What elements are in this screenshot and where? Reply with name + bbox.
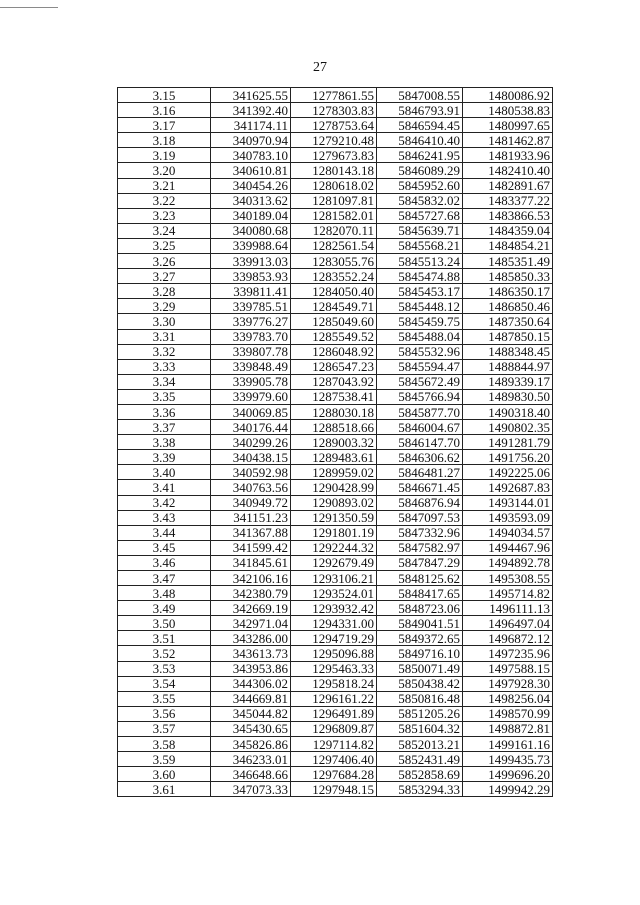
coord-b-cell: 1293932.42 bbox=[291, 601, 377, 616]
point-id-cell: 3.33 bbox=[118, 359, 211, 374]
coord-b-cell: 1287043.92 bbox=[291, 374, 377, 389]
coord-c-cell: 5849716.10 bbox=[377, 646, 463, 661]
point-id-cell: 3.49 bbox=[118, 601, 211, 616]
coord-a-cell: 339988.64 bbox=[211, 238, 291, 253]
coord-a-cell: 341845.61 bbox=[211, 555, 291, 570]
table-row bbox=[118, 510, 553, 525]
table-row bbox=[118, 238, 553, 253]
table-row bbox=[118, 586, 553, 601]
coord-d-cell: 1484854.21 bbox=[463, 238, 553, 253]
coord-b-cell: 1281582.01 bbox=[291, 208, 377, 223]
coord-d-cell: 1496111.13 bbox=[463, 601, 553, 616]
coord-b-cell: 1284050.40 bbox=[291, 284, 377, 299]
coord-b-cell: 1280143.18 bbox=[291, 163, 377, 178]
coord-c-cell: 5847582.97 bbox=[377, 540, 463, 555]
coord-d-cell: 1497235.96 bbox=[463, 646, 553, 661]
table-row bbox=[118, 148, 553, 163]
coord-a-cell: 347073.33 bbox=[211, 782, 291, 797]
coord-a-cell: 341367.88 bbox=[211, 525, 291, 540]
coord-c-cell: 5847008.55 bbox=[377, 88, 463, 103]
coord-b-cell: 1295463.33 bbox=[291, 661, 377, 676]
coord-b-cell: 1284549.71 bbox=[291, 299, 377, 314]
coord-a-cell: 339783.70 bbox=[211, 329, 291, 344]
table-row bbox=[118, 676, 553, 691]
coord-c-cell: 5848417.65 bbox=[377, 586, 463, 601]
coord-c-cell: 5845488.04 bbox=[377, 329, 463, 344]
coord-b-cell: 1286048.92 bbox=[291, 344, 377, 359]
coord-a-cell: 340176.44 bbox=[211, 420, 291, 435]
coord-b-cell: 1294719.29 bbox=[291, 631, 377, 646]
table-row bbox=[118, 782, 553, 797]
point-id-cell: 3.29 bbox=[118, 299, 211, 314]
coord-c-cell: 5845766.94 bbox=[377, 389, 463, 404]
coord-c-cell: 5846793.91 bbox=[377, 103, 463, 118]
coord-c-cell: 5846241.95 bbox=[377, 148, 463, 163]
coord-a-cell: 339913.03 bbox=[211, 254, 291, 269]
coord-c-cell: 5845459.75 bbox=[377, 314, 463, 329]
point-id-cell: 3.36 bbox=[118, 404, 211, 419]
table-row bbox=[118, 631, 553, 646]
coord-a-cell: 346648.66 bbox=[211, 767, 291, 782]
coord-d-cell: 1481462.87 bbox=[463, 133, 553, 148]
coord-a-cell: 340610.81 bbox=[211, 163, 291, 178]
coord-d-cell: 1492687.83 bbox=[463, 480, 553, 495]
point-id-cell: 3.37 bbox=[118, 420, 211, 435]
coord-a-cell: 340783.10 bbox=[211, 148, 291, 163]
point-id-cell: 3.40 bbox=[118, 465, 211, 480]
table-row bbox=[118, 616, 553, 631]
point-id-cell: 3.34 bbox=[118, 374, 211, 389]
coord-a-cell: 341151.23 bbox=[211, 510, 291, 525]
table-row bbox=[118, 571, 553, 586]
coord-a-cell: 340949.72 bbox=[211, 495, 291, 510]
table-row bbox=[118, 314, 553, 329]
coord-a-cell: 343953.86 bbox=[211, 661, 291, 676]
coord-b-cell: 1285049.60 bbox=[291, 314, 377, 329]
table-row bbox=[118, 420, 553, 435]
table-row bbox=[118, 767, 553, 782]
coord-d-cell: 1489830.50 bbox=[463, 389, 553, 404]
coord-b-cell: 1289483.61 bbox=[291, 450, 377, 465]
coord-b-cell: 1278753.64 bbox=[291, 118, 377, 133]
coord-a-cell: 340763.56 bbox=[211, 480, 291, 495]
coord-c-cell: 5845877.70 bbox=[377, 404, 463, 419]
table-row bbox=[118, 133, 553, 148]
table-row bbox=[118, 88, 553, 103]
coord-a-cell: 344669.81 bbox=[211, 691, 291, 706]
point-id-cell: 3.32 bbox=[118, 344, 211, 359]
table-row bbox=[118, 450, 553, 465]
coord-a-cell: 340970.94 bbox=[211, 133, 291, 148]
coord-c-cell: 5850816.48 bbox=[377, 691, 463, 706]
coord-d-cell: 1499696.20 bbox=[463, 767, 553, 782]
coord-b-cell: 1296491.89 bbox=[291, 706, 377, 721]
coord-d-cell: 1493593.09 bbox=[463, 510, 553, 525]
table-row bbox=[118, 208, 553, 223]
point-id-cell: 3.38 bbox=[118, 435, 211, 450]
coord-c-cell: 5849041.51 bbox=[377, 616, 463, 631]
coord-c-cell: 5846147.70 bbox=[377, 435, 463, 450]
coord-a-cell: 340189.04 bbox=[211, 208, 291, 223]
coord-d-cell: 1495308.55 bbox=[463, 571, 553, 586]
coord-d-cell: 1494467.96 bbox=[463, 540, 553, 555]
coord-b-cell: 1296809.87 bbox=[291, 721, 377, 736]
coord-b-cell: 1282561.54 bbox=[291, 238, 377, 253]
coord-b-cell: 1282070.11 bbox=[291, 223, 377, 238]
coord-d-cell: 1496872.12 bbox=[463, 631, 553, 646]
coord-c-cell: 5845448.12 bbox=[377, 299, 463, 314]
coord-b-cell: 1291801.19 bbox=[291, 525, 377, 540]
point-id-cell: 3.30 bbox=[118, 314, 211, 329]
table-row bbox=[118, 661, 553, 676]
coord-b-cell: 1283552.24 bbox=[291, 269, 377, 284]
coord-c-cell: 5845474.88 bbox=[377, 269, 463, 284]
corner-rule bbox=[0, 7, 58, 8]
point-id-cell: 3.39 bbox=[118, 450, 211, 465]
coord-b-cell: 1293524.01 bbox=[291, 586, 377, 601]
point-id-cell: 3.48 bbox=[118, 586, 211, 601]
point-id-cell: 3.50 bbox=[118, 616, 211, 631]
coord-b-cell: 1280618.02 bbox=[291, 178, 377, 193]
coord-a-cell: 343613.73 bbox=[211, 646, 291, 661]
point-id-cell: 3.16 bbox=[118, 103, 211, 118]
coord-b-cell: 1286547.23 bbox=[291, 359, 377, 374]
table-row bbox=[118, 601, 553, 616]
coord-a-cell: 339979.60 bbox=[211, 389, 291, 404]
coord-c-cell: 5852431.49 bbox=[377, 752, 463, 767]
point-id-cell: 3.61 bbox=[118, 782, 211, 797]
coord-b-cell: 1290428.99 bbox=[291, 480, 377, 495]
point-id-cell: 3.44 bbox=[118, 525, 211, 540]
table-row bbox=[118, 737, 553, 752]
coord-a-cell: 340313.62 bbox=[211, 193, 291, 208]
coord-b-cell: 1283055.76 bbox=[291, 254, 377, 269]
coord-c-cell: 5846481.27 bbox=[377, 465, 463, 480]
coord-c-cell: 5845532.96 bbox=[377, 344, 463, 359]
coord-c-cell: 5845453.17 bbox=[377, 284, 463, 299]
coordinates-table bbox=[117, 87, 553, 797]
coord-b-cell: 1295096.88 bbox=[291, 646, 377, 661]
coord-c-cell: 5847332.96 bbox=[377, 525, 463, 540]
coord-d-cell: 1489339.17 bbox=[463, 374, 553, 389]
point-id-cell: 3.20 bbox=[118, 163, 211, 178]
point-id-cell: 3.52 bbox=[118, 646, 211, 661]
point-id-cell: 3.21 bbox=[118, 178, 211, 193]
coord-d-cell: 1485850.33 bbox=[463, 269, 553, 284]
point-id-cell: 3.15 bbox=[118, 88, 211, 103]
coord-d-cell: 1483377.22 bbox=[463, 193, 553, 208]
coord-c-cell: 5846876.94 bbox=[377, 495, 463, 510]
coord-c-cell: 5846004.67 bbox=[377, 420, 463, 435]
coord-c-cell: 5849372.65 bbox=[377, 631, 463, 646]
point-id-cell: 3.43 bbox=[118, 510, 211, 525]
point-id-cell: 3.22 bbox=[118, 193, 211, 208]
point-id-cell: 3.56 bbox=[118, 706, 211, 721]
coord-c-cell: 5846306.62 bbox=[377, 450, 463, 465]
table-row bbox=[118, 752, 553, 767]
coord-a-cell: 342380.79 bbox=[211, 586, 291, 601]
coord-a-cell: 339905.78 bbox=[211, 374, 291, 389]
point-id-cell: 3.19 bbox=[118, 148, 211, 163]
coord-a-cell: 341392.40 bbox=[211, 103, 291, 118]
coord-a-cell: 340454.26 bbox=[211, 178, 291, 193]
coord-c-cell: 5845568.21 bbox=[377, 238, 463, 253]
point-id-cell: 3.47 bbox=[118, 571, 211, 586]
coord-d-cell: 1494034.57 bbox=[463, 525, 553, 540]
coord-c-cell: 5852013.21 bbox=[377, 737, 463, 752]
coord-d-cell: 1490802.35 bbox=[463, 420, 553, 435]
coord-c-cell: 5847847.29 bbox=[377, 555, 463, 570]
coord-a-cell: 340299.26 bbox=[211, 435, 291, 450]
coord-a-cell: 339807.78 bbox=[211, 344, 291, 359]
point-id-cell: 3.41 bbox=[118, 480, 211, 495]
table-row bbox=[118, 525, 553, 540]
table-row bbox=[118, 193, 553, 208]
coord-d-cell: 1498872.81 bbox=[463, 721, 553, 736]
coord-a-cell: 340592.98 bbox=[211, 465, 291, 480]
coord-c-cell: 5850071.49 bbox=[377, 661, 463, 676]
point-id-cell: 3.31 bbox=[118, 329, 211, 344]
coord-b-cell: 1278303.83 bbox=[291, 103, 377, 118]
table-row bbox=[118, 646, 553, 661]
coord-a-cell: 339785.51 bbox=[211, 299, 291, 314]
coord-a-cell: 339776.27 bbox=[211, 314, 291, 329]
coord-b-cell: 1289003.32 bbox=[291, 435, 377, 450]
coord-c-cell: 5848125.62 bbox=[377, 571, 463, 586]
coord-d-cell: 1480997.65 bbox=[463, 118, 553, 133]
coord-c-cell: 5846089.29 bbox=[377, 163, 463, 178]
table-row bbox=[118, 404, 553, 419]
coord-b-cell: 1279673.83 bbox=[291, 148, 377, 163]
coord-b-cell: 1297114.82 bbox=[291, 737, 377, 752]
coord-d-cell: 1485351.49 bbox=[463, 254, 553, 269]
coord-d-cell: 1498256.04 bbox=[463, 691, 553, 706]
coord-c-cell: 5851205.26 bbox=[377, 706, 463, 721]
table-row bbox=[118, 465, 553, 480]
point-id-cell: 3.55 bbox=[118, 691, 211, 706]
coord-d-cell: 1499161.16 bbox=[463, 737, 553, 752]
coord-c-cell: 5846671.45 bbox=[377, 480, 463, 495]
table-row bbox=[118, 540, 553, 555]
coord-d-cell: 1483866.53 bbox=[463, 208, 553, 223]
coord-a-cell: 345826.86 bbox=[211, 737, 291, 752]
coord-c-cell: 5850438.42 bbox=[377, 676, 463, 691]
table-body bbox=[118, 88, 553, 797]
coord-a-cell: 341174.11 bbox=[211, 118, 291, 133]
coord-b-cell: 1296161.22 bbox=[291, 691, 377, 706]
table-row bbox=[118, 480, 553, 495]
coord-c-cell: 5845832.02 bbox=[377, 193, 463, 208]
coord-b-cell: 1285549.52 bbox=[291, 329, 377, 344]
coord-b-cell: 1294331.00 bbox=[291, 616, 377, 631]
coord-b-cell: 1297948.15 bbox=[291, 782, 377, 797]
coord-c-cell: 5851604.32 bbox=[377, 721, 463, 736]
table-row bbox=[118, 284, 553, 299]
point-id-cell: 3.17 bbox=[118, 118, 211, 133]
coord-c-cell: 5845727.68 bbox=[377, 208, 463, 223]
table-row bbox=[118, 163, 553, 178]
table-row bbox=[118, 254, 553, 269]
coord-a-cell: 346233.01 bbox=[211, 752, 291, 767]
coord-c-cell: 5845513.24 bbox=[377, 254, 463, 269]
coord-a-cell: 339848.49 bbox=[211, 359, 291, 374]
point-id-cell: 3.18 bbox=[118, 133, 211, 148]
table-row bbox=[118, 178, 553, 193]
coord-d-cell: 1494892.78 bbox=[463, 555, 553, 570]
coord-d-cell: 1480086.92 bbox=[463, 88, 553, 103]
point-id-cell: 3.35 bbox=[118, 389, 211, 404]
table-row bbox=[118, 721, 553, 736]
table-row bbox=[118, 299, 553, 314]
table-row bbox=[118, 359, 553, 374]
point-id-cell: 3.23 bbox=[118, 208, 211, 223]
coord-d-cell: 1497928.30 bbox=[463, 676, 553, 691]
point-id-cell: 3.26 bbox=[118, 254, 211, 269]
coord-a-cell: 339811.41 bbox=[211, 284, 291, 299]
coord-b-cell: 1288030.18 bbox=[291, 404, 377, 419]
table-row bbox=[118, 555, 553, 570]
coord-a-cell: 343286.00 bbox=[211, 631, 291, 646]
table-row bbox=[118, 374, 553, 389]
coord-d-cell: 1482891.67 bbox=[463, 178, 553, 193]
point-id-cell: 3.45 bbox=[118, 540, 211, 555]
coord-d-cell: 1495714.82 bbox=[463, 586, 553, 601]
coord-a-cell: 342106.16 bbox=[211, 571, 291, 586]
coord-d-cell: 1496497.04 bbox=[463, 616, 553, 631]
coord-b-cell: 1293106.21 bbox=[291, 571, 377, 586]
coord-d-cell: 1481933.96 bbox=[463, 148, 553, 163]
coord-d-cell: 1498570.99 bbox=[463, 706, 553, 721]
table-row bbox=[118, 103, 553, 118]
coord-c-cell: 5847097.53 bbox=[377, 510, 463, 525]
table-row bbox=[118, 118, 553, 133]
coord-d-cell: 1480538.83 bbox=[463, 103, 553, 118]
table-row bbox=[118, 329, 553, 344]
coord-a-cell: 345430.65 bbox=[211, 721, 291, 736]
coord-d-cell: 1499942.29 bbox=[463, 782, 553, 797]
point-id-cell: 3.24 bbox=[118, 223, 211, 238]
coord-b-cell: 1291350.59 bbox=[291, 510, 377, 525]
page-number: 27 bbox=[313, 60, 327, 75]
coord-d-cell: 1487850.15 bbox=[463, 329, 553, 344]
coord-a-cell: 340438.15 bbox=[211, 450, 291, 465]
point-id-cell: 3.25 bbox=[118, 238, 211, 253]
coord-a-cell: 344306.02 bbox=[211, 676, 291, 691]
coord-b-cell: 1292679.49 bbox=[291, 555, 377, 570]
coord-a-cell: 342971.04 bbox=[211, 616, 291, 631]
coord-c-cell: 5845594.47 bbox=[377, 359, 463, 374]
coord-b-cell: 1277861.55 bbox=[291, 88, 377, 103]
coord-c-cell: 5853294.33 bbox=[377, 782, 463, 797]
coord-d-cell: 1482410.40 bbox=[463, 163, 553, 178]
point-id-cell: 3.53 bbox=[118, 661, 211, 676]
point-id-cell: 3.46 bbox=[118, 555, 211, 570]
coord-d-cell: 1490318.40 bbox=[463, 404, 553, 419]
coord-b-cell: 1295818.24 bbox=[291, 676, 377, 691]
coord-d-cell: 1497588.15 bbox=[463, 661, 553, 676]
table-row bbox=[118, 495, 553, 510]
coord-b-cell: 1297406.40 bbox=[291, 752, 377, 767]
coord-b-cell: 1289959.02 bbox=[291, 465, 377, 480]
point-id-cell: 3.58 bbox=[118, 737, 211, 752]
coord-a-cell: 341625.55 bbox=[211, 88, 291, 103]
table-row bbox=[118, 706, 553, 721]
coord-d-cell: 1484359.04 bbox=[463, 223, 553, 238]
coord-d-cell: 1499435.73 bbox=[463, 752, 553, 767]
coord-b-cell: 1279210.48 bbox=[291, 133, 377, 148]
coord-d-cell: 1492225.06 bbox=[463, 465, 553, 480]
point-id-cell: 3.51 bbox=[118, 631, 211, 646]
point-id-cell: 3.57 bbox=[118, 721, 211, 736]
coord-a-cell: 345044.82 bbox=[211, 706, 291, 721]
coord-b-cell: 1297684.28 bbox=[291, 767, 377, 782]
table-row bbox=[118, 691, 553, 706]
coord-c-cell: 5846594.45 bbox=[377, 118, 463, 133]
coord-d-cell: 1487350.64 bbox=[463, 314, 553, 329]
coord-d-cell: 1486350.17 bbox=[463, 284, 553, 299]
coord-b-cell: 1290893.02 bbox=[291, 495, 377, 510]
coord-a-cell: 339853.93 bbox=[211, 269, 291, 284]
coord-d-cell: 1488844.97 bbox=[463, 359, 553, 374]
coord-a-cell: 340080.68 bbox=[211, 223, 291, 238]
coord-c-cell: 5845952.60 bbox=[377, 178, 463, 193]
table-row bbox=[118, 269, 553, 284]
table-row bbox=[118, 389, 553, 404]
coord-c-cell: 5845639.71 bbox=[377, 223, 463, 238]
coord-b-cell: 1287538.41 bbox=[291, 389, 377, 404]
coord-d-cell: 1488348.45 bbox=[463, 344, 553, 359]
table-row bbox=[118, 223, 553, 238]
point-id-cell: 3.28 bbox=[118, 284, 211, 299]
coord-d-cell: 1486850.46 bbox=[463, 299, 553, 314]
coord-b-cell: 1292244.32 bbox=[291, 540, 377, 555]
coord-a-cell: 340069.85 bbox=[211, 404, 291, 419]
coord-b-cell: 1281097.81 bbox=[291, 193, 377, 208]
point-id-cell: 3.42 bbox=[118, 495, 211, 510]
point-id-cell: 3.60 bbox=[118, 767, 211, 782]
point-id-cell: 3.27 bbox=[118, 269, 211, 284]
coord-d-cell: 1491756.20 bbox=[463, 450, 553, 465]
coord-d-cell: 1491281.79 bbox=[463, 435, 553, 450]
table-row bbox=[118, 435, 553, 450]
coord-c-cell: 5848723.06 bbox=[377, 601, 463, 616]
coord-b-cell: 1288518.66 bbox=[291, 420, 377, 435]
point-id-cell: 3.59 bbox=[118, 752, 211, 767]
coord-c-cell: 5846410.40 bbox=[377, 133, 463, 148]
table-row bbox=[118, 344, 553, 359]
coord-c-cell: 5852858.69 bbox=[377, 767, 463, 782]
coord-d-cell: 1493144.01 bbox=[463, 495, 553, 510]
point-id-cell: 3.54 bbox=[118, 676, 211, 691]
coord-a-cell: 341599.42 bbox=[211, 540, 291, 555]
coord-a-cell: 342669.19 bbox=[211, 601, 291, 616]
coord-c-cell: 5845672.49 bbox=[377, 374, 463, 389]
